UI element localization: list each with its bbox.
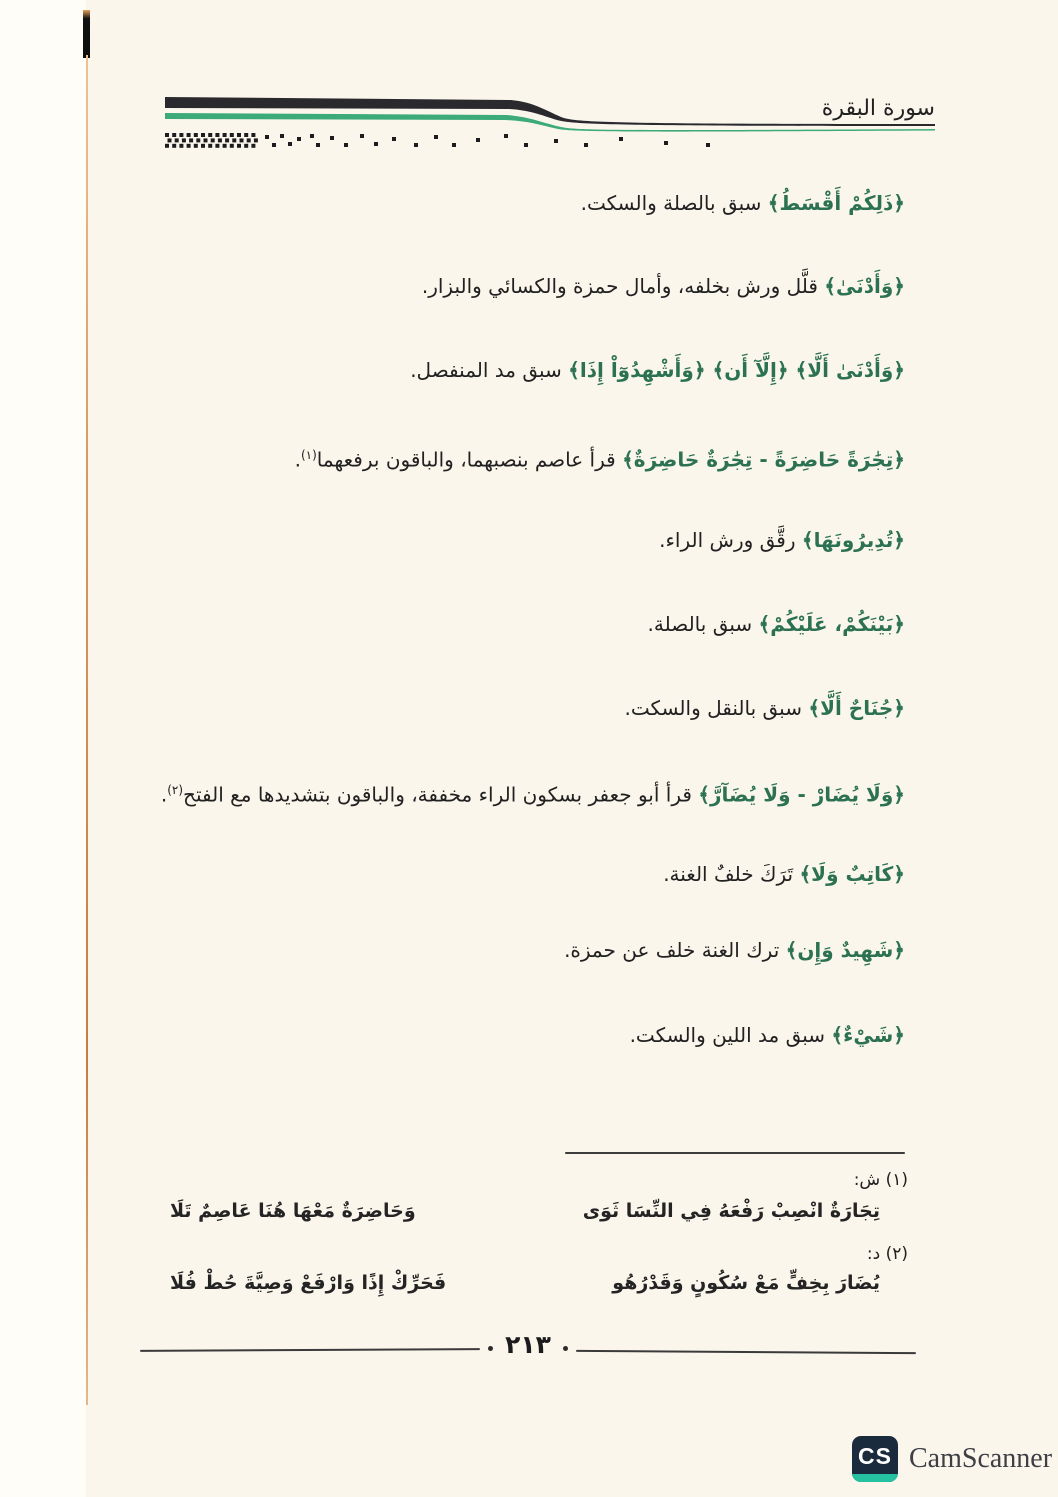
camscanner-icon-initials: CS: [858, 1442, 892, 1469]
header-ornament: [163, 93, 938, 149]
footer-rule-left: [140, 1348, 480, 1352]
camscanner-icon-strip: [852, 1474, 898, 1482]
footer-rule-dot: [563, 1346, 568, 1351]
commentary-text: سبق بالنقل والسكت.: [624, 696, 809, 720]
quran-quote: ﴿كَاتِبٌ وَلَا﴾: [799, 862, 905, 886]
commentary-line: [140, 183, 905, 223]
camscanner-watermark: [852, 1436, 1053, 1482]
footer-rule-dot: [488, 1346, 493, 1351]
header-ornament-dots: [165, 133, 710, 148]
commentary-text: تَرَكَ خلفٌ الغنة.: [663, 862, 800, 886]
commentary-text: سبق مد المنفصل.: [410, 358, 569, 382]
quran-quote: ﴿بَيْنَكُمْ، عَلَيْكُمْ﴾: [758, 612, 905, 636]
commentary-line: [140, 770, 905, 815]
commentary-text: سبق مد اللين والسكت.: [629, 1023, 832, 1047]
quran-quote: ﴿وَلَا يُضَارْ - وَلَا يُضَآرَّ﴾: [698, 782, 905, 807]
camscanner-icon: [852, 1436, 898, 1482]
commentary-text: قرأ عاصم بنصبهما، والباقون برفعهما: [316, 447, 623, 472]
commentary-line: [140, 520, 905, 560]
commentary-text: ترك الغنة خلف عن حمزة.: [564, 938, 786, 962]
commentary-text: قلَّل ورش بخلفه، وأمال حمزة والكسائي والبزار.: [421, 274, 825, 298]
commentary-text: رقَّق ورش الراء.: [659, 528, 802, 552]
quran-quote: ﴿شَهِيدٌ وَإِن﴾: [785, 938, 905, 962]
footer-rule-right: [576, 1349, 916, 1353]
commentary-line: [140, 350, 905, 390]
quran-quote: ﴿تُدِيرُونَهَا﴾: [801, 528, 905, 552]
commentary-line: [140, 930, 905, 970]
surah-header-title: سورة البقرة: [821, 96, 935, 121]
camscanner-label: CamScanner: [909, 1443, 1053, 1474]
verse-hemistich-left: فَحَرِّكْ إِذًا وَارْفَعْ وَصِيَّةَ حُطْ فُلَا: [170, 1272, 447, 1294]
footnote-ref: (٢): [167, 783, 184, 797]
footnote-marker: (٢) د:: [866, 1244, 908, 1264]
footnote-separator: [565, 1152, 905, 1154]
footnote-verse: [170, 1272, 880, 1294]
quran-quote: ﴿ذَلِكُمْ أَقْسَطُ﴾: [767, 191, 905, 215]
quran-quote: ﴿وَأَدْنَىٰ أَلَّا﴾ ﴿إِلَّآ أَن﴾ ﴿وَأَشْهِدُوٓاْ إِذَا﴾: [568, 358, 905, 382]
commentary-text: سبق بالصلة.: [647, 612, 759, 636]
commentary-line: [140, 1015, 905, 1055]
quran-quote: ﴿جُنَاحٌ أَلَّا﴾: [808, 696, 905, 720]
commentary-text: .: [294, 447, 301, 472]
footnote-marker: (١) ش:: [853, 1170, 908, 1190]
verse-hemistich-left: وَحَاضِرَةٌ مَعْهَا هُنَا عَاصِمٌ تَلَا: [170, 1200, 416, 1222]
commentary-text: .: [160, 782, 168, 807]
footnote-verse: [170, 1200, 880, 1222]
commentary-text: سبق بالصلة والسكت.: [580, 191, 768, 215]
footnote-ref: (١): [300, 448, 317, 462]
commentary-line: [140, 854, 905, 894]
footer-rule: [140, 1330, 916, 1363]
page-gutter: [0, 0, 86, 1497]
verse-hemistich-right: تِجَارَةٌ انْصِبْ رَفْعَهُ فِي النِّسَا ثَوَى: [582, 1200, 880, 1222]
scan-edge-mark: [83, 10, 90, 58]
commentary-line: [140, 266, 905, 306]
commentary-line: [140, 604, 905, 644]
quran-quote: ﴿وَأَدْنَىٰ﴾: [824, 274, 905, 298]
commentary-text: قرأ أبو جعفر بسكون الراء مخففة، والباقون بتشديدها مع الفتح: [183, 782, 699, 807]
quran-quote: ﴿شَيْءٌ﴾: [831, 1023, 905, 1047]
page-number: ٢١٣: [505, 1330, 551, 1359]
book-edge-line: [86, 55, 88, 1405]
verse-hemistich-right: يُضَارَ بِخِفٍّ مَعْ سُكُونٍ وَقَدْرُهُو: [612, 1272, 880, 1294]
commentary-line: [140, 435, 905, 480]
commentary-line: [140, 688, 905, 728]
quran-quote: ﴿تِجَٰرَةً حَاضِرَةً - تِجَٰرَةٌ حَاضِرَةٌ﴾: [622, 447, 905, 472]
